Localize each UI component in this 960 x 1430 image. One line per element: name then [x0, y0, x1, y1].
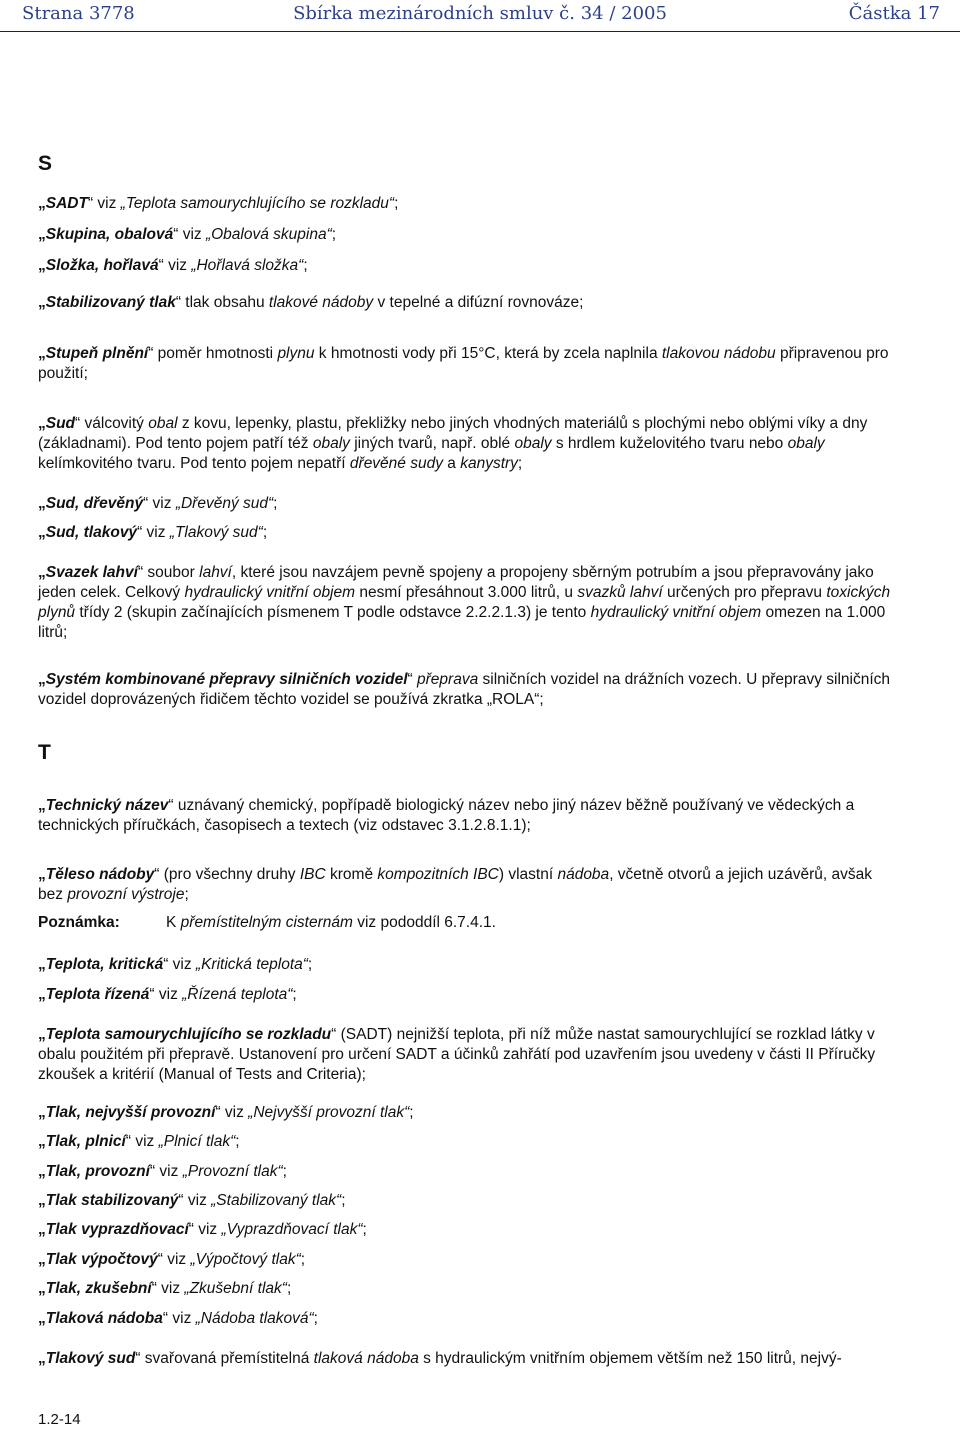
entry-tlak-stabilizovany — [38, 1191, 898, 1211]
text-run: „ — [38, 294, 46, 311]
term: Tlak, provozní — [45, 1163, 150, 1180]
text-run: “ — [407, 671, 418, 688]
italic-text: „Kritická teplota“ — [195, 956, 308, 973]
text-run: “ svařovaná přemístitelná — [135, 1350, 314, 1367]
term: Svazek lahví — [45, 564, 138, 581]
note-text — [166, 914, 496, 932]
italic-text: „Teplota samourychlujícího se rozkladu“ — [120, 195, 395, 212]
text-run: , včetně otvorů a jejich uzávěrů, avšak bez — [38, 866, 872, 903]
italic-text: lahví — [199, 564, 232, 581]
term: Tlaková nádoba — [45, 1310, 163, 1327]
term: Skupina, obalová — [45, 226, 174, 243]
page-number: Strana 3778 — [22, 3, 135, 24]
text-run: “ válcovitý — [75, 415, 149, 432]
italic-text: tlaková nádoba — [313, 1350, 419, 1367]
text-run: „ — [38, 415, 46, 432]
text-run: ) vlastní — [498, 866, 558, 883]
text-run: z kovu, lepenky, plastu, překližky nebo jiných vhodných materiálů s plochými nebo oblými víky a dny (základnami). Pod tento pojem patří též — [38, 415, 868, 452]
term: Teplota, kritická — [45, 956, 164, 973]
text-run: “ viz — [143, 495, 176, 512]
text-run: ; — [409, 1104, 414, 1121]
text-run: „ — [38, 1310, 46, 1327]
entry-sadt — [38, 194, 898, 214]
term: Stabilizovaný tlak — [45, 294, 176, 311]
text-run: v tepelné a difúzní rovnováze; — [373, 294, 584, 311]
term: Stupeň plnění — [45, 345, 149, 362]
text-run: „ — [38, 956, 46, 973]
text-run: „ — [38, 495, 46, 512]
page-footer: 1.2-14 — [38, 1411, 81, 1428]
entry-stupen-plneni — [38, 344, 898, 384]
text-run: K — [166, 914, 181, 931]
entry-tlak-zkusebni — [38, 1279, 898, 1299]
text-run: ; — [262, 524, 268, 541]
italic-text: dřevěné sudy — [349, 455, 443, 472]
text-run: „ — [38, 1221, 46, 1238]
text-run: ; — [517, 455, 523, 472]
text-run: “ uznávaný chemický, popřípadě biologický název nebo jiný název běžně používaný ve vědeckých a technických příručkách, časopisech a textech (viz odstavec 3.1.2.8.1.1); — [38, 797, 855, 834]
italic-text: „Nádoba tlaková“ — [195, 1310, 314, 1327]
italic-text: toxických plynů — [38, 584, 891, 621]
text-run: k hmotnosti vody při 15°C, která by zcela naplnila — [314, 345, 662, 362]
text-run: “ soubor — [137, 564, 200, 581]
text-run: “ (SADT) nejnižší teplota, při níž může nastat samourychlující se rozklad látky v obalu použitém při přepravě. Ustanovení pro určení SADT a účinků zahřátí pod uzavřením jsou uvedeny v části II Příručky zkoušek a kritérií (Manual of Tests and Criteria); — [38, 1026, 876, 1083]
term: SADT — [45, 195, 88, 212]
text-run: “ poměr hmotnosti — [148, 345, 278, 362]
italic-text: obal — [148, 415, 178, 432]
entry-tlak-vyprazdnovaci — [38, 1220, 898, 1240]
text-run: “ viz — [125, 1133, 159, 1150]
term: Složka, hořlavá — [45, 257, 159, 274]
italic-text: hydraulický vnitřní objem — [590, 604, 762, 621]
text-run: „ — [38, 1280, 46, 1297]
text-run: „ — [38, 866, 46, 883]
entry-stabilizovany-tlak — [38, 293, 898, 313]
entry-sud-tlakovy — [38, 523, 898, 543]
italic-text: plynu — [277, 345, 315, 362]
note-label: Poznámka: — [38, 914, 120, 931]
text-run: “ viz — [215, 1104, 249, 1121]
entry-technicky-nazev — [38, 796, 898, 836]
text-run: „ — [38, 226, 46, 243]
entry-tlakovy-sud — [38, 1349, 898, 1369]
term: Teplota samourychlujícího se rozkladu — [45, 1026, 332, 1043]
text-run: ; — [303, 257, 308, 274]
text-run: určených pro přepravu — [662, 584, 827, 601]
text-run: ; — [184, 886, 189, 903]
text-run: „ — [38, 564, 46, 581]
text-run: kelímkovitého tvaru. Pod tento pojem nepatří — [38, 455, 350, 472]
italic-text: kompozitních IBC — [377, 866, 499, 883]
text-run: “ viz — [178, 1192, 212, 1209]
term: Technický název — [45, 797, 169, 814]
text-run: jiných tvarů, např. oblé — [349, 435, 515, 452]
italic-text: „Řízená teplota“ — [182, 986, 293, 1003]
text-run: “ viz — [149, 986, 183, 1003]
text-run: připravenou pro použití; — [38, 345, 889, 382]
text-run: “ viz — [163, 956, 196, 973]
entry-teleso-nadoby — [38, 865, 898, 905]
term: Tlak vyprazdňovací — [45, 1221, 189, 1238]
entry-sud — [38, 414, 898, 474]
term: Tlak stabilizovaný — [45, 1192, 179, 1209]
term: Tlak, zkušební — [45, 1280, 152, 1297]
italic-text: provozní výstroje — [67, 886, 185, 903]
text-run: “ viz — [151, 1280, 185, 1297]
section-letter-t: T — [38, 741, 51, 764]
text-run: ; — [286, 1280, 292, 1297]
section-letter-s: S — [38, 152, 53, 175]
entry-teplota-rizena — [38, 985, 898, 1005]
entry-tlak-nejvyssi-provozni — [38, 1103, 898, 1123]
issue-number: Částka 17 — [848, 3, 940, 24]
italic-text: obaly — [787, 435, 825, 452]
entry-tlak-vypoctovy — [38, 1250, 898, 1270]
term: Systém kombinované přepravy silničních vozidel — [45, 671, 408, 688]
collection-title: Sbírka mezinárodních smluv č. 34 / 2005 — [293, 3, 667, 24]
italic-text: obaly — [514, 435, 552, 452]
term: Tlak, nejvyšší provozní — [45, 1104, 216, 1121]
text-run: ; — [292, 986, 297, 1003]
text-run: „ — [38, 257, 46, 274]
text-run: “ tlak obsahu — [175, 294, 269, 311]
text-run: silničních vozidel na drážních vozech. U přepravy silničních vozidel doprovázených řidičem těchto vozidel se používá zkratka „ROLA“; — [38, 671, 891, 708]
entry-system-kombinovane-prepravy — [38, 670, 898, 710]
italic-text: „Plnicí tlak“ — [158, 1133, 236, 1150]
text-run: kromě — [325, 866, 378, 883]
text-run: “ viz — [149, 1163, 183, 1180]
italic-text: „Obalová skupina“ — [205, 226, 332, 243]
italic-text: „Nejvyšší provozní tlak“ — [248, 1104, 410, 1121]
italic-text: přeprava — [417, 671, 479, 688]
entry-tlak-provozni — [38, 1162, 898, 1182]
text-run: třídy 2 (skupin začínajících písmenem T podle odstavce 2.2.2.1.3) je tento — [75, 604, 591, 621]
text-run: “ viz — [158, 257, 192, 274]
entry-teplota-samourychlujiciho-rozkladu — [38, 1025, 898, 1085]
term: Teplota řízená — [45, 986, 150, 1003]
italic-text: tlakové nádoby — [268, 294, 374, 311]
entry-tlak-plnici — [38, 1132, 898, 1152]
italic-text: „Dřevěný sud“ — [175, 495, 274, 512]
text-run: ; — [313, 1310, 318, 1327]
term: Sud, tlakový — [45, 524, 138, 541]
page-header — [0, 0, 960, 32]
text-run: ; — [362, 1221, 367, 1238]
text-run: „ — [38, 797, 46, 814]
text-run: „ — [38, 671, 46, 688]
italic-text: „Tlakový sud“ — [169, 524, 263, 541]
italic-text: „Hořlavá složka“ — [191, 257, 304, 274]
term: Tlakový sud — [45, 1350, 136, 1367]
text-run: „ — [38, 1251, 46, 1268]
text-run: ; — [300, 1251, 306, 1268]
italic-text: „Zkušební tlak“ — [184, 1280, 287, 1297]
text-run: “ viz — [162, 1310, 196, 1327]
text-run: „ — [38, 1133, 46, 1150]
text-run: „ — [38, 986, 46, 1003]
text-run: “ viz — [87, 195, 121, 212]
text-run: nesmí přesáhnout 3.000 litrů, u — [355, 584, 578, 601]
text-run: ; — [273, 495, 278, 512]
italic-text: „Stabilizovaný tlak“ — [211, 1192, 342, 1209]
term: Tlak, plnicí — [45, 1133, 126, 1150]
term: Sud, dřevěný — [45, 495, 144, 512]
entry-sud-dreveny — [38, 494, 898, 514]
text-run: s hydraulickým vnitřním objemem větším než 150 litrů, nejvý- — [418, 1350, 842, 1367]
entry-skupina-obalova — [38, 225, 898, 245]
term: Těleso nádoby — [45, 866, 155, 883]
italic-text: „Provozní tlak“ — [182, 1163, 283, 1180]
text-run: a — [442, 455, 461, 472]
entry-svazek-lahvi — [38, 563, 898, 643]
text-run: s hrdlem kuželovitého tvaru nebo — [551, 435, 788, 452]
text-run: ; — [282, 1163, 287, 1180]
text-run: “ viz — [188, 1221, 222, 1238]
text-run: ; — [341, 1192, 346, 1209]
text-run: „ — [38, 345, 46, 362]
text-run: “ viz — [173, 226, 206, 243]
italic-text: IBC — [299, 866, 326, 883]
text-run: „ — [38, 1350, 46, 1367]
term: Sud — [45, 415, 76, 432]
entry-tlakova-nadoba — [38, 1309, 898, 1329]
italic-text: svazků lahví — [577, 584, 663, 601]
entry-teplota-kriticka — [38, 955, 898, 975]
text-run: „ — [38, 524, 46, 541]
text-run: “ (pro všechny druhy — [154, 866, 300, 883]
text-run: omezen na 1.000 litrů; — [38, 604, 886, 641]
text-run: “ viz — [157, 1251, 191, 1268]
text-run: “ viz — [137, 524, 170, 541]
italic-text: přemístitelným cisternám — [180, 914, 353, 931]
text-run: ; — [307, 956, 313, 973]
text-run: „ — [38, 1163, 46, 1180]
text-run: ; — [331, 226, 337, 243]
text-run: , které jsou navzájem pevně spojeny a propojeny sběrným potrubím a jsou přepravovány jako jeden celek. Celkový — [38, 564, 874, 601]
text-run: ; — [394, 195, 399, 212]
entry-slozka-horlava — [38, 256, 898, 276]
italic-text: kanystry — [460, 455, 518, 472]
italic-text: nádoba — [557, 866, 610, 883]
text-run: „ — [38, 1192, 46, 1209]
italic-text: tlakovou nádobu — [661, 345, 776, 362]
italic-text: hydraulický vnitřní objem — [184, 584, 356, 601]
italic-text: „Výpočtový tlak“ — [190, 1251, 301, 1268]
text-run: „ — [38, 195, 46, 212]
text-run: viz pododdíl 6.7.4.1. — [352, 914, 496, 931]
term: Tlak výpočtový — [45, 1251, 158, 1268]
text-run: ; — [235, 1133, 240, 1150]
italic-text: obaly — [312, 435, 350, 452]
text-run: „ — [38, 1104, 46, 1121]
text-run: „ — [38, 1026, 46, 1043]
italic-text: „Vyprazdňovací tlak“ — [221, 1221, 363, 1238]
